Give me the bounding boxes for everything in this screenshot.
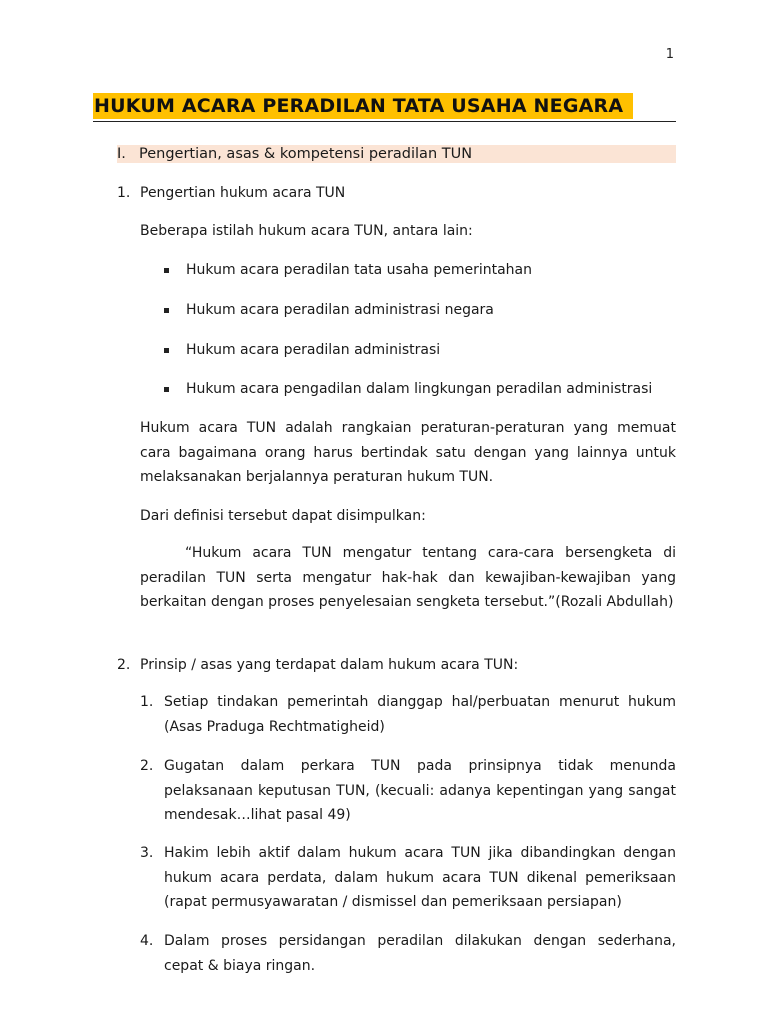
title-block bbox=[93, 93, 676, 122]
definition-paragraph: Hukum acara TUN adalah rangkaian peraturan-peraturan yang memuat cara bagaimana orang harus bertindak satu dengan yang lainnya untuk melaksanakan berjalannya peraturan hukum TUN. bbox=[140, 420, 676, 485]
page-number: 1 bbox=[665, 47, 674, 62]
section-number: I. bbox=[117, 146, 126, 162]
section-text: Pengertian, asas & kompetensi peradilan TUN bbox=[139, 146, 473, 162]
principle-text-1: Setiap tindakan pemerintah dianggap hal/perbuatan menurut hukum (Asas Praduga Rechtmatigheid) bbox=[164, 694, 676, 735]
principle-number: 2. bbox=[140, 758, 154, 774]
document-title: HUKUM ACARA PERADILAN TATA USAHA NEGARA bbox=[93, 93, 633, 119]
item1-heading: Pengertian hukum acara TUN bbox=[140, 185, 346, 201]
principle-text-4: Dalam proses persidangan peradilan dilakukan dengan sederhana, cepat & biaya ringan. bbox=[164, 933, 676, 974]
bullet-item-3: Hukum acara peradilan administrasi bbox=[186, 342, 441, 358]
bullet-item-2: Hukum acara peradilan administrasi negara bbox=[186, 302, 494, 318]
principle-text-3: Hakim lebih aktif dalam hukum acara TUN jika dibandingkan dengan hukum acara perdata, dalam hukum acara TUN dikenal pemeriksaan (rapat permusyawaratan / dismissel dan pemeriksaan persiapan) bbox=[164, 845, 676, 910]
bullet-icon bbox=[164, 268, 169, 273]
quote-paragraph: “Hukum acara TUN mengatur tentang cara-cara bersengketa di peradilan TUN serta mengatur hak-hak dan kewajiban-kewajiban yang berkaitan dengan proses penyelesaian sengketa tersebut.”(Rozali Abdullah) bbox=[140, 545, 676, 610]
item2-number: 2. bbox=[117, 657, 131, 673]
item1-number: 1. bbox=[117, 185, 131, 201]
conclusion-intro: Dari definisi tersebut dapat disimpulkan: bbox=[140, 508, 426, 524]
bullet-item-4: Hukum acara pengadilan dalam lingkungan peradilan administrasi bbox=[186, 381, 653, 397]
principle-number: 1. bbox=[140, 694, 154, 710]
bullet-icon bbox=[164, 348, 169, 353]
principle-number: 3. bbox=[140, 845, 154, 861]
item2-heading: Prinsip / asas yang terdapat dalam hukum acara TUN: bbox=[140, 657, 519, 673]
section-heading bbox=[117, 145, 676, 163]
principle-number: 4. bbox=[140, 933, 154, 949]
bullet-item-1: Hukum acara peradilan tata usaha pemerintahan bbox=[186, 262, 532, 278]
bullet-icon bbox=[164, 387, 169, 392]
item1-intro: Beberapa istilah hukum acara TUN, antara lain: bbox=[140, 223, 473, 239]
principle-text-2: Gugatan dalam perkara TUN pada prinsipnya tidak menunda pelaksanaan keputusan TUN, (kecuali: adanya kepentingan yang sangat mendesak…lihat pasal 49) bbox=[164, 758, 676, 823]
bullet-icon bbox=[164, 308, 169, 313]
